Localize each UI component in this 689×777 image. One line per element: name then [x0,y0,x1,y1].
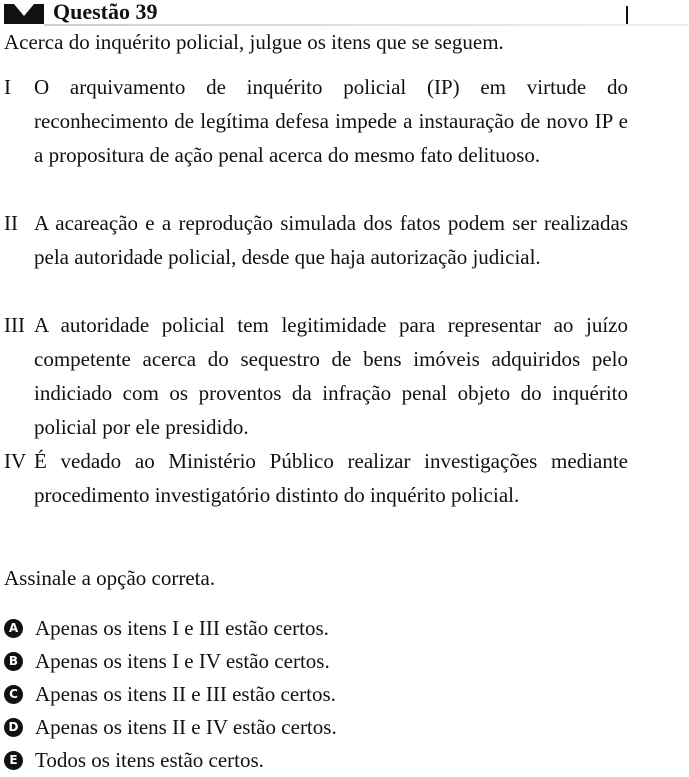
question-stem: Acerca do inquérito policial, julgue os itens que se seguem. [4,30,504,54]
option-b-text: Apenas os itens I e IV estão certos. [35,649,330,673]
statement-numeral: IV [4,449,27,473]
option-e-text: Todos os itens estão certos. [35,748,264,772]
option-c-text: Apenas os itens II e III estão certos. [35,682,336,706]
option-d-text: Apenas os itens II e IV estão certos. [35,715,337,739]
header-underline [44,24,689,26]
question-marker-icon [4,2,44,24]
statement-numeral: III [4,313,25,337]
statement-numeral: I [4,75,11,99]
statement-text: A acareação e a reprodução simulada dos fatos podem ser realizadas pela autoridade policial, desde que haja autorização judicial. [34,211,628,269]
option-d[interactable] [0,711,689,743]
question-title: Questão 39 [53,0,158,24]
option-d-badge-icon: D [4,718,23,737]
text-cursor [626,6,628,24]
statement-numeral: II [4,211,18,235]
option-c-badge-icon: C [4,685,23,704]
option-b[interactable] [0,645,689,677]
option-c[interactable] [0,678,689,710]
statement-text: O arquivamento de inquérito policial (IP) em virtude do reconhecimento de legítima defesa impede a instauração de novo IP e a propositura de ação penal acerca do mesmo fato delituoso. [34,75,628,167]
answer-prompt: Assinale a opção correta. [4,566,216,590]
statement-text: É vedado ao Ministério Público realizar investigações mediante procedimento investigatório distinto do inquérito policial. [34,449,628,507]
option-b-badge-icon: B [4,652,23,671]
option-a[interactable] [0,612,689,644]
option-a-badge-icon: A [4,619,23,638]
option-e[interactable] [0,744,689,776]
question-header [0,0,689,26]
option-e-badge-icon: E [4,751,23,770]
statement-text: A autoridade policial tem legitimidade para representar ao juízo competente acerca do sequestro de bens imóveis adquiridos pelo indiciado com os proventos da infração penal objeto do inquérito policial por ele presidido. [34,313,628,439]
option-a-text: Apenas os itens I e III estão certos. [35,616,329,640]
